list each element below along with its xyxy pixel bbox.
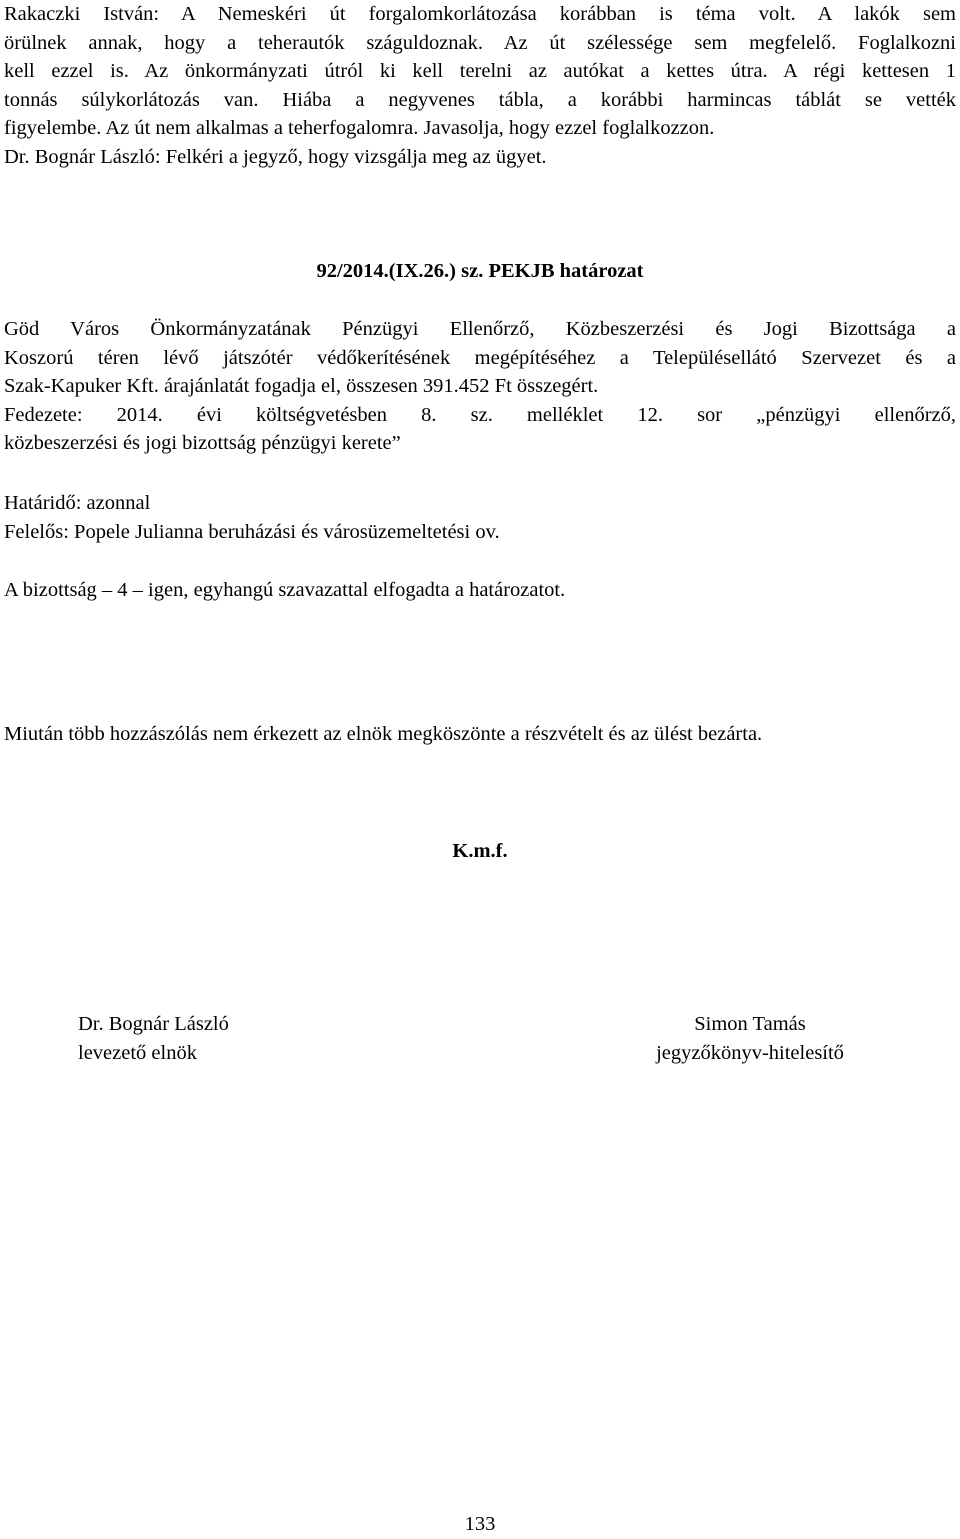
signature-left — [78, 1010, 278, 1068]
discussion-line: figyelembe. Az út nem alkalmas a teherfogalomra. Javasolja, hogy ezzel foglalkozzon. — [4, 117, 715, 139]
chair-reply: Dr. Bognár László: Felkéri a jegyző, hogy vizsgálja meg az ügyet. — [4, 145, 547, 168]
resolution-title: 92/2014.(IX.26.) sz. PEKJB határozat — [316, 260, 644, 282]
resolution-meta — [4, 489, 956, 546]
kmf-mark: K.m.f. — [452, 840, 508, 862]
signer-name: Simon Tamás — [694, 1013, 806, 1035]
resolution-line: Göd Város Önkormányzatának Pénzügyi Ellenőrző, Közbeszerzési és Jogi Bizottsága a — [4, 318, 956, 340]
discussion-line: Rakaczki István: A Nemeskéri út forgalomkorlátozása korábban is téma volt. A lakók sem — [4, 3, 956, 25]
resolution-body — [4, 315, 956, 458]
deadline-text: Határidő: azonnal — [4, 492, 151, 514]
resolution-line: közbeszerzési és jogi bizottság pénzügyi kerete” — [4, 432, 401, 454]
resolution-line: Koszorú téren lévő játszótér védőkerítésének megépítéséhez a Településellátó Szervezet és a — [4, 346, 956, 369]
signer-name: Dr. Bognár László — [78, 1013, 229, 1035]
resolution-line: Fedezete: 2014. évi költségvetésben 8. sz. melléklet 12. sor „pénzügyi ellenőrző, — [4, 403, 956, 426]
responsible-text: Felelős: Popele Julianna beruházási és városüzemeltetési ov. — [4, 520, 500, 543]
discussion-paragraph — [4, 0, 956, 171]
signer-role: jegyzőkönyv-hitelesítő — [656, 1042, 844, 1064]
discussion-line: tonnás súlykorlátozás van. Hiába a negyvenes tábla, a korábbi harmincas táblát se vették — [4, 88, 956, 111]
resolution-line: Szak-Kapuker Kft. árajánlatát fogadja el, összesen 391.452 Ft összegért. — [4, 375, 599, 397]
closing-statement: Miután több hozzászólás nem érkezett az elnök megköszönte a részvételt és az ülést bezárta. — [4, 723, 763, 745]
signature-right — [620, 1010, 880, 1068]
discussion-line: kell ezzel is. Az önkormányzati útról ki kell terelni az autókat a kettes útra. A régi kettesen 1 — [4, 60, 956, 82]
signer-role: levezető elnök — [78, 1042, 197, 1064]
discussion-line: örülnek annak, hogy a teherautók száguldoznak. Az út szélessége sem megfelelő. Foglalkozni — [4, 31, 956, 54]
vote-result: A bizottság – 4 – igen, egyhangú szavazattal elfogadta a határozatot. — [4, 579, 566, 601]
page-number: 133 — [464, 1513, 496, 1535]
